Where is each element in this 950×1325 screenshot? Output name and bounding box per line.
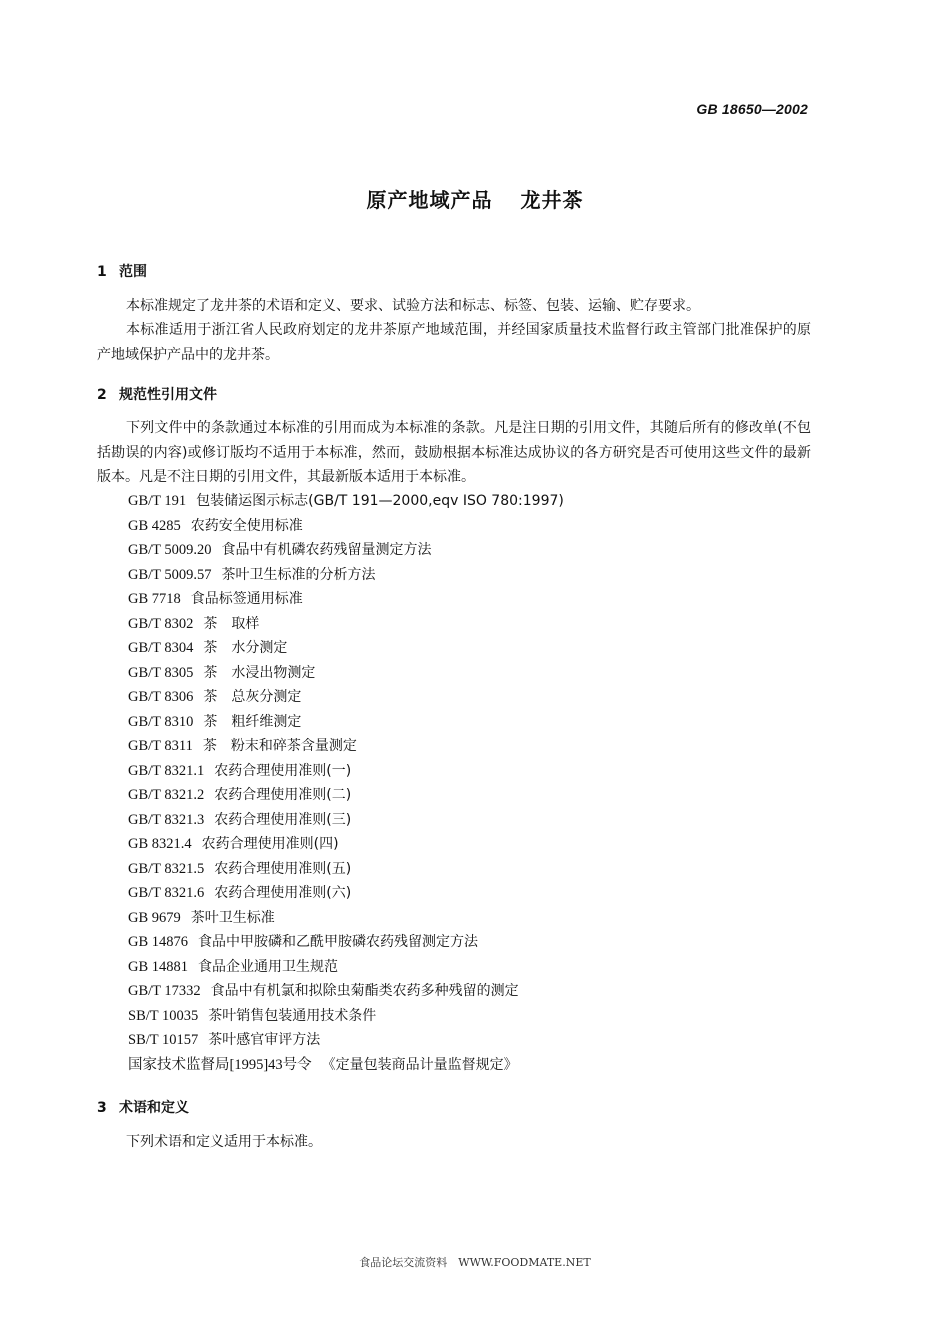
reference-code: GB/T 8306 bbox=[128, 689, 194, 705]
scope-paragraph-1: 本标准规定了龙井茶的术语和定义、要求、试验方法和标志、标签、包装、运输、贮存要求。 bbox=[126, 298, 700, 314]
section-number: 1 bbox=[97, 264, 107, 280]
document-title bbox=[0, 184, 950, 213]
reference-item bbox=[128, 881, 564, 906]
reference-item bbox=[128, 1004, 564, 1029]
reference-title: 茶 粗纤维测定 bbox=[203, 713, 302, 730]
reference-item bbox=[128, 710, 564, 735]
standard-code: GB 18650—2002 bbox=[696, 101, 808, 117]
reference-title: 茶叶卫生标准 bbox=[190, 909, 275, 926]
reference-code: GB/T 191 bbox=[128, 493, 187, 509]
reference-title: 食品企业通用卫生规范 bbox=[198, 958, 339, 975]
reference-title: 农药合理使用准则(二) bbox=[214, 787, 352, 803]
reference-title: 茶 总灰分测定 bbox=[203, 689, 302, 705]
terms-intro: 下列术语和定义适用于本标准。 bbox=[126, 1134, 322, 1150]
section-number: 2 bbox=[97, 387, 107, 403]
reference-title: 食品中甲胺磷和乙酰甲胺磷农药残留测定方法 bbox=[198, 934, 479, 950]
section-number: 3 bbox=[97, 1100, 107, 1116]
reference-code: SB/T 10035 bbox=[128, 1007, 199, 1024]
reference-code: GB/T 5009.20 bbox=[128, 542, 212, 558]
reference-title: 农药合理使用准则(六) bbox=[214, 885, 352, 901]
footer-watermark: 食品论坛交流资料 WWW.FOODMATE.NET bbox=[359, 1256, 591, 1269]
reference-code: GB/T 8305 bbox=[128, 664, 194, 681]
reference-item bbox=[128, 906, 564, 931]
reference-item bbox=[128, 832, 564, 857]
section-2-heading bbox=[97, 384, 217, 404]
reference-title: 茶叶卫生标准的分析方法 bbox=[221, 566, 376, 583]
reference-title: 茶 取样 bbox=[203, 615, 260, 632]
reference-code: GB/T 8310 bbox=[128, 713, 194, 730]
section-title: 范围 bbox=[119, 264, 147, 280]
reference-item bbox=[128, 538, 564, 563]
title-part-2: 龙井茶 bbox=[520, 188, 584, 212]
reference-code: GB 4285 bbox=[128, 517, 181, 534]
reference-title: 农药合理使用准则(三) bbox=[214, 811, 352, 828]
reference-title: 包装储运图示标志(GB/T 191—2000,eqv ISO 780:1997) bbox=[196, 493, 564, 509]
reference-code: GB 14881 bbox=[128, 958, 189, 975]
reference-title: 农药合理使用准则(五) bbox=[214, 860, 352, 877]
reference-code: GB 8321.4 bbox=[128, 836, 192, 852]
reference-code: GB/T 8321.2 bbox=[128, 787, 205, 803]
reference-item bbox=[128, 783, 564, 808]
reference-title: 茶 水浸出物测定 bbox=[203, 664, 316, 681]
reference-title: 食品标签通用标准 bbox=[190, 591, 303, 607]
reference-item bbox=[128, 514, 564, 539]
reference-code: GB 14876 bbox=[128, 934, 189, 950]
reference-item bbox=[128, 734, 564, 759]
reference-title: 农药安全使用标准 bbox=[190, 517, 303, 534]
reference-item bbox=[128, 979, 564, 1004]
reference-code: 国家技术监督局[1995]43号令 bbox=[128, 1056, 312, 1073]
section-title: 规范性引用文件 bbox=[119, 387, 217, 403]
reference-item bbox=[128, 1028, 564, 1053]
reference-code: GB/T 17332 bbox=[128, 983, 201, 999]
scope-paragraph-2: 本标准适用于浙江省人民政府划定的龙井茶原产地域范围，并经国家质量技术监督行政主管部门批准保护的原产地域保护产品中的龙井茶。 bbox=[97, 322, 811, 363]
reference-title: 茶 粉末和碎茶含量测定 bbox=[202, 738, 357, 754]
reference-item bbox=[128, 636, 564, 661]
reference-code: GB/T 5009.57 bbox=[128, 566, 212, 583]
reference-item bbox=[128, 489, 564, 514]
reference-code: GB/T 8321.6 bbox=[128, 885, 205, 901]
reference-title: 茶 水分测定 bbox=[203, 640, 288, 656]
reference-code: GB/T 8321.5 bbox=[128, 860, 205, 877]
reference-item bbox=[128, 759, 564, 784]
reference-title: 茶叶销售包装通用技术条件 bbox=[208, 1007, 377, 1024]
reference-item bbox=[128, 930, 564, 955]
reference-code: GB 7718 bbox=[128, 591, 181, 607]
reference-code: GB/T 8321.3 bbox=[128, 811, 205, 828]
reference-item bbox=[128, 808, 564, 833]
reference-code: GB/T 8311 bbox=[128, 738, 193, 754]
section-3-heading bbox=[97, 1097, 189, 1117]
reference-item bbox=[128, 1053, 564, 1078]
reference-item bbox=[128, 661, 564, 686]
reference-code: GB/T 8304 bbox=[128, 640, 194, 656]
reference-title: 食品中有机磷农药残留量测定方法 bbox=[221, 542, 432, 558]
section-title: 术语和定义 bbox=[119, 1100, 189, 1116]
reference-item bbox=[128, 955, 564, 980]
reference-item bbox=[128, 857, 564, 882]
reference-item bbox=[128, 587, 564, 612]
reference-item bbox=[128, 685, 564, 710]
reference-code: GB/T 8321.1 bbox=[128, 762, 205, 779]
reference-title: 农药合理使用准则(一) bbox=[214, 762, 352, 779]
reference-code: SB/T 10157 bbox=[128, 1032, 199, 1048]
reference-title: 食品中有机氯和拟除虫菊酯类农药多种残留的测定 bbox=[210, 983, 519, 999]
reference-code: GB/T 8302 bbox=[128, 615, 194, 632]
reference-title: 《定量包装商品计量监督规定》 bbox=[321, 1056, 518, 1073]
reference-item bbox=[128, 563, 564, 588]
reference-title: 农药合理使用准则(四) bbox=[201, 836, 339, 852]
title-part-1: 原产地域产品 bbox=[366, 188, 493, 212]
reference-code: GB 9679 bbox=[128, 909, 181, 926]
normative-refs-intro: 下列文件中的条款通过本标准的引用而成为本标准的条款。凡是注日期的引用文件，其随后所有的修改单(不包括勘误的内容)或修订版均不适用于本标准，然而，鼓励根据本标准达成协议的各方研究是否可使用这些文件的最新版本。凡是不注日期的引用文件，其最新版本适用于本标准。 bbox=[97, 420, 811, 485]
reference-list bbox=[128, 489, 564, 1077]
reference-title: 茶叶感官审评方法 bbox=[208, 1032, 321, 1048]
section-1-heading bbox=[97, 261, 147, 281]
reference-item bbox=[128, 612, 564, 637]
